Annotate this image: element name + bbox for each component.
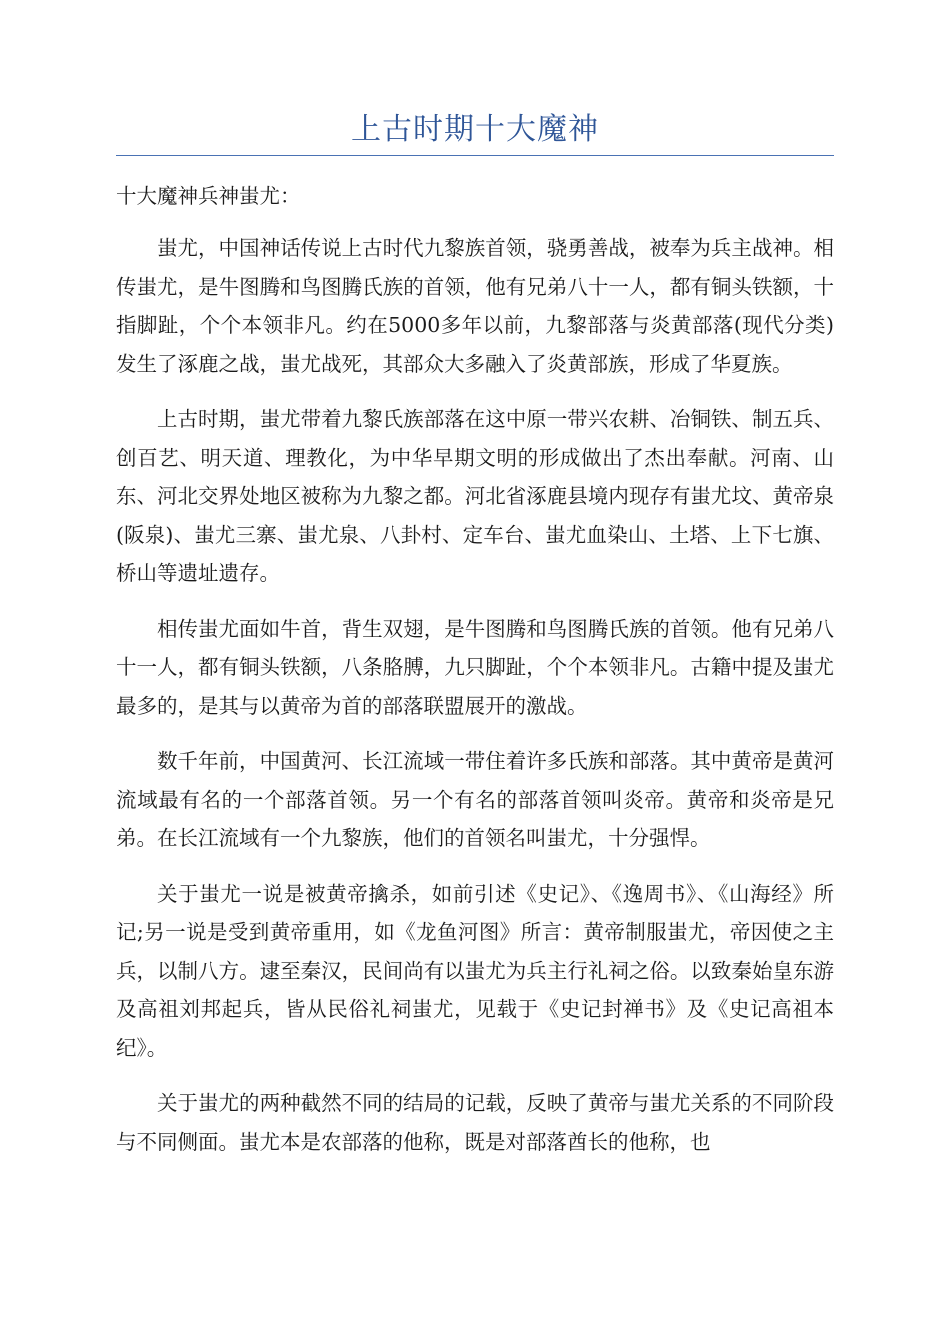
section-heading: 十大魔神兵神蚩尤： xyxy=(116,184,301,208)
title-underline xyxy=(116,155,834,156)
paragraph-1: 蚩尤，中国神话传说上古时代九黎族首领，骁勇善战，被奉为兵主战神。相传蚩尤，是牛图腾和鸟图腾氏族的首领，他有兄弟八十一人，都有铜头铁额，十指脚趾，个个本领非凡。约在5000多年以前，九黎部落与炎黄部落(现代分类)发生了涿鹿之战，蚩尤战死，其部众大多融入了炎黄部族，形成了华夏族。 xyxy=(116,236,834,376)
paragraph-4: 数千年前，中国黄河、长江流域一带住着许多氏族和部落。其中黄帝是黄河流域最有名的一个部落首领。另一个有名的部落首领叫炎帝。黄帝和炎帝是兄弟。在长江流域有一个九黎族，他们的首领名叫蚩尤，十分强悍。 xyxy=(116,749,834,850)
paragraph-5: 关于蚩尤一说是被黄帝擒杀，如前引述《史记》、《逸周书》、《山海经》所记;另一说是受到黄帝重用，如《龙鱼河图》所言：黄帝制服蚩尤，帝因使之主兵，以制八方。逮至秦汉，民间尚有以蚩尤为兵主行礼祠之俗。以致秦始皇东游及高祖刘邦起兵，皆从民俗礼祠蚩尤，见载于《史记封禅书》及《史记高祖本纪》。 xyxy=(116,881,834,1060)
paragraph-2: 上古时期，蚩尤带着九黎氏族部落在这中原一带兴农耕、冶铜铁、制五兵、创百艺、明天道、理教化，为中华早期文明的形成做出了杰出奉献。河南、山东、河北交界处地区被称为九黎之都。河北省涿鹿县境内现存有蚩尤坟、黄帝泉(阪泉)、蚩尤三寨、蚩尤泉、八卦村、定车台、蚩尤血染山、土塔、上下七旗、桥山等遗址遗存。 xyxy=(116,407,834,585)
document-title: 上古时期十大魔神 xyxy=(351,112,599,147)
paragraph-6: 关于蚩尤的两种截然不同的结局的记载，反映了黄帝与蚩尤关系的不同阶段与不同侧面。蚩尤本是农部落的他称，既是对部落酋长的他称，也 xyxy=(116,1091,834,1154)
paragraph-3: 相传蚩尤面如牛首，背生双翅，是牛图腾和鸟图腾氏族的首领。他有兄弟八十一人，都有铜头铁额，八条胳膊，九只脚趾，个个本领非凡。古籍中提及蚩尤最多的，是其与以黄帝为首的部落联盟展开的激战。 xyxy=(116,616,834,718)
document-body xyxy=(116,229,834,1178)
